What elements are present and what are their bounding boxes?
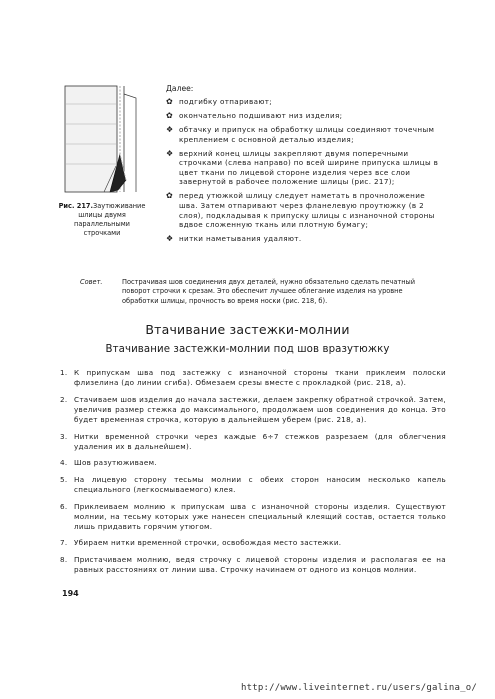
flower-bullet-icon: ✿ [166, 97, 174, 106]
item-text: Нитки временной строчки через каждые 6÷7 стежков разрезаем (для облегчения удаления их в дальнейшем). [74, 431, 446, 451]
source-watermark: http://www.liveinternet.ru/users/galina_o/ [241, 683, 477, 693]
list-item [166, 191, 444, 229]
item-text: К припускам шва под застежку с изнаночной стороны ткани приклеим полоски флизелина (до линии сгиба). Обмезаем срезы вместе с прокладкой (рис. 218, а). [74, 368, 446, 388]
list-item [60, 432, 446, 452]
step-text: перед утюжкой шлицу следует наметать в прочноложение шва. Затем отпаривают через фланелевую проутюжку (в 2 слоя), подкладывая к припуску шлицы с изнаночной стороны вдвое сложенную ткань или плотную бумагу; [179, 191, 435, 230]
diamond-bullet-icon: ❖ [166, 148, 174, 158]
step-text: подгибку отпаривают; [179, 97, 273, 106]
item-number: 1. [60, 368, 68, 377]
flower-bullet-icon: ✿ [166, 110, 174, 120]
item-number: 4. [60, 458, 68, 468]
list-item [60, 368, 446, 388]
item-text: На лицевую сторону тесьмы молнии с обеих сторон наносим несколько капель специального (легкосмываемого) клея. [74, 474, 446, 495]
list-item [60, 475, 446, 495]
step-text: обтачку и припуск на обработку шлицы соединяют точечным креплением с основной деталью изделия; [179, 124, 435, 144]
list-item [60, 555, 446, 575]
list-item [60, 538, 446, 548]
flower-bullet-icon: ✿ [166, 191, 174, 201]
numbered-list [60, 368, 446, 582]
item-text: Убираем нитки временной строчки, освобождая место застежки. [74, 538, 342, 548]
diamond-bullet-icon: ❖ [166, 124, 174, 134]
figure-caption-text: Заутюживание шлицы двумя параллельными строчками [74, 202, 146, 237]
steps-intro: Далее: [166, 84, 194, 93]
item-number: 5. [60, 474, 68, 484]
item-number: 8. [60, 554, 68, 564]
step-text: нитки наметывания удаляют. [179, 234, 302, 244]
item-number: 3. [60, 431, 68, 441]
list-item [166, 97, 444, 107]
subsection-heading: Втачивание застежки-молнии под шов вразутюжку [105, 344, 390, 355]
diamond-bullet-icon: ❖ [166, 234, 174, 244]
list-item [60, 395, 446, 426]
page-number: 194 [62, 589, 79, 598]
tip-text: Пострачивая шов соединения двух деталей, нужно обязательно сделать печатный поворот строчки к срезам. Это обеспечит лучшее облегание изделия на уровне обработки шлицы, прочность во время носки (рис. 218, б). [122, 278, 415, 305]
steps-list [166, 97, 444, 248]
item-text: Шов разутюживаем. [74, 458, 157, 468]
section-heading: Втачивание застежки-молнии [145, 322, 350, 337]
list-item [166, 111, 444, 121]
step-text: верхний конец шлицы закрепляют двумя поперечными строчками (слева направо) по всей ширине припуска шлицы в цвет ткани по лицевой стороне изделия через все слои завернутой в рабочее положение шлицы (рис. 217); [179, 148, 439, 187]
list-item [166, 125, 444, 144]
tip-label: Совет. [80, 278, 103, 286]
list-item [60, 502, 446, 533]
figure-caption [58, 202, 146, 238]
list-item [60, 458, 446, 468]
item-number: 2. [60, 394, 68, 404]
list-item [166, 234, 444, 244]
item-text: Стачиваем шов изделия до начала застежки, делаем закрепку обратной строчкой. Затем, увеличив размер стежка до максимального, продолжаем шов соединения до конца. Это будет временная строчка, которую в дальнейшем уберем (рис. 218, а). [74, 394, 446, 425]
item-number: 6. [60, 501, 68, 511]
item-text: Приклеиваем молнию к припускам шва с изнаночной стороны изделия. Существуют молнии, на тесьму которых уже нанесен специальный клеящий состав, остается только лишь придавить горячим утюгом. [74, 501, 446, 531]
step-text: окончательно подшивают низ изделия; [179, 110, 343, 120]
figure-217-illustration [64, 84, 142, 196]
figure-number: Рис. 217. [58, 202, 94, 210]
item-number: 7. [60, 538, 68, 548]
list-item [166, 149, 444, 187]
slit-drawing [64, 84, 142, 196]
item-text: Пристачиваем молнию, ведя строчку с лицевой стороны изделия и располагая ее на равных расстояниях от линии шва. Строчку начинаем от одного из концов молнии. [74, 554, 446, 575]
